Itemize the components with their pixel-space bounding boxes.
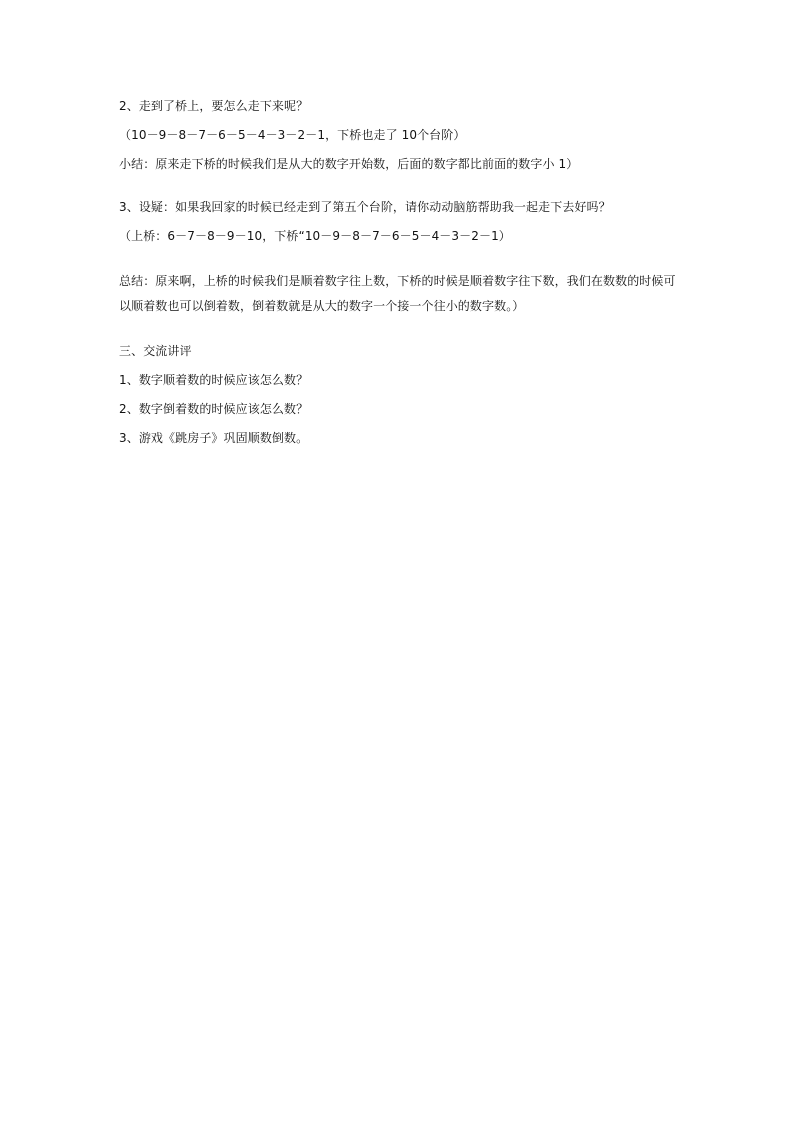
document-body [119, 98, 679, 447]
review-item-3: 3、游戏《跳房子》巩固顺数倒数。 [119, 431, 309, 445]
paragraph-summary-small: 小结：原来走下桥的时候我们是从大的数字开始数，后面的数字都比前面的数字小 1） [119, 157, 579, 171]
paragraph-conclusion: 总结：原来啊，上桥的时候我们是顺着数字往上数，下桥的时候是顺着数字往下数，我们在数数的时候可以顺着数也可以倒着数，倒着数就是从大的数字一个接一个往小的数字数。） [119, 274, 676, 313]
review-item-1: 1、数字顺着数的时候应该怎么数？ [119, 373, 309, 387]
paragraph-countdown: （10－9－8－7－6－5－4－3－2－1，下桥也走了 10个台阶） [119, 128, 466, 142]
review-item-2: 2、数字倒着数的时候应该怎么数？ [119, 402, 309, 416]
paragraph-step-2: 2、走到了桥上，要怎么走下来呢？ [119, 99, 309, 113]
paragraph-step-3: 3、设疑：如果我回家的时候已经走到了第五个台阶，请你动动脑筋帮助我一起走下去好吗？ [119, 200, 611, 214]
paragraph-bridge-sequence: （上桥：6－7－8－9－10，下桥“10－9－8－7－6－5－4－3－2－1） [119, 229, 511, 243]
section-title-review: 三、交流讲评 [119, 344, 192, 358]
